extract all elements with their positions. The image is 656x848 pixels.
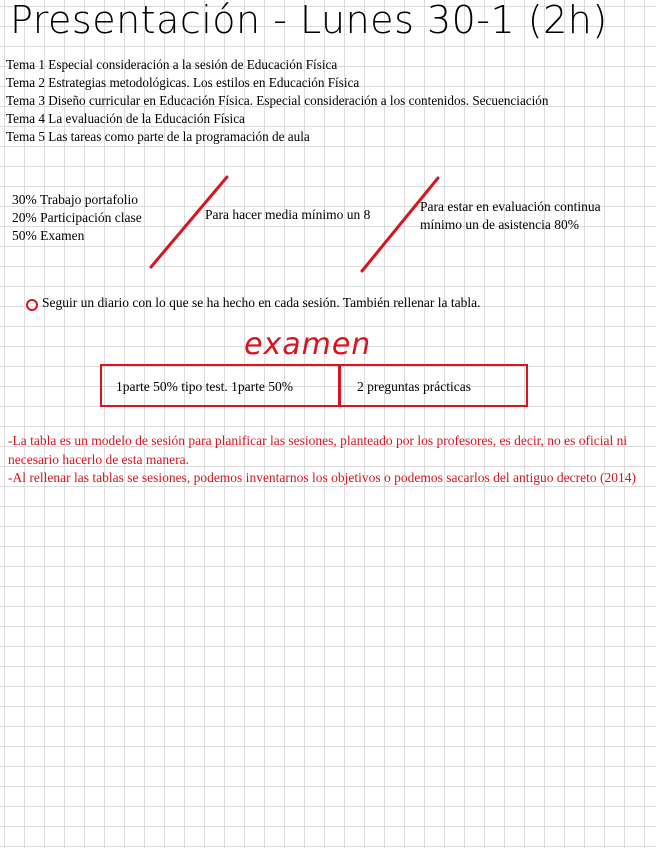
diary-instruction: Seguir un diario con lo que se ha hecho en cada sesión. También rellenar la tabla. — [42, 295, 481, 310]
exam-heading: examen — [244, 327, 372, 362]
topic-item: Tema 4 La evaluación de la Educación Física — [6, 111, 245, 126]
red-notes — [8, 432, 648, 488]
topic-item: Tema 2 Estrategias metodológicas. Los estilos en Educación Física — [6, 75, 360, 90]
exam-part-2: 2 preguntas prácticas — [357, 379, 471, 394]
evaluation-item: 50% Examen — [12, 228, 85, 243]
continuous-evaluation-note — [420, 198, 601, 234]
topic-item: Tema 5 Las tareas como parte de la programación de aula — [6, 129, 310, 144]
average-note: Para hacer media mínimo un 8 — [205, 207, 371, 222]
page-title: Presentación - Lunes 30-1 (2h) — [10, 0, 608, 42]
continuous-note-line: Para estar en evaluación continua — [420, 199, 601, 214]
note-paragraph: -La tabla es un modelo de sesión para planificar las sesiones, planteado por los profesores, es decir, no es oficial ni necesario hacerlo de esta manera. — [8, 433, 628, 467]
exam-part-1: 1parte 50% tipo test. 1parte 50% — [116, 379, 293, 394]
topic-item: Tema 1 Especial consideración a la sesión de Educación Física — [6, 57, 338, 72]
evaluation-item: 30% Trabajo portafolio — [12, 192, 138, 207]
topic-item: Tema 3 Diseño curricular en Educación Física. Especial consideración a los contenidos. Secuenciación — [6, 93, 549, 108]
exam-table-divider — [338, 364, 341, 407]
note-paragraph: -Al rellenar las tablas se sesiones, podemos inventarnos los objetivos o podemos sacarlos del antiguo decreto (2014) — [8, 470, 636, 485]
continuous-note-line: mínimo un de asistencia 80% — [420, 217, 579, 232]
circle-bullet-icon — [26, 299, 38, 311]
evaluation-item: 20% Participación clase — [12, 210, 142, 225]
